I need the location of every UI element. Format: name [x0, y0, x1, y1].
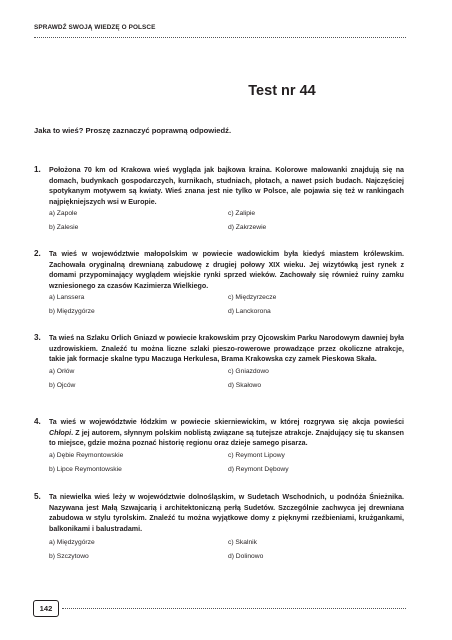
question-text: Ta niewielka wieś leży w województwie dolnośląskim, w Sudetach Wschodnich, u podnóża Śnieżnika. Nazywana jest Małą Szwajcarią i architektoniczną perłą Sudetów. Szczególnie zachwyca jej drewniana zabudowa w stylu tyrolskim. Znaleźć tu można wyjątkowe domy z pięknymi rzeźbieniami, krużgankami, balkonikami i balustradami. — [49, 493, 404, 533]
option-a[interactable]: a) Zapole — [49, 210, 78, 218]
option-b[interactable]: b) Międzygórze — [49, 308, 95, 316]
option-a[interactable]: a) Orłów — [49, 367, 75, 375]
question-2 — [34, 249, 404, 316]
footer-divider — [62, 608, 406, 609]
answer-options — [49, 451, 404, 474]
question-text-end: . Z jej autorem, słynnym polskim noblistą związane są tutejsze atrakcje. Znajdujący się tu skansen to miejsce, gdzie można poznać historię regionu oraz dzieje samego pisarza. — [49, 428, 404, 448]
question-number: 4. — [34, 417, 41, 426]
question-text: Położona 70 km od Krakowa wieś wygląda jak bajkowa kraina. Kolorowe malowanki znajdują się na domach, budynkach gospodarczych, kurnikach, studniach, płotach, a nawet psich budach. Najczęściej spotykanym motywem są kwiaty. Wieś znana jest nie tylko w Polsce, ale pojawia się też w rankingach najpiękniejszych wsi w Europie. — [49, 166, 404, 206]
question-text — [49, 417, 404, 449]
answer-options — [49, 538, 404, 561]
question-4 — [34, 417, 404, 474]
option-c[interactable]: c) Skalnik — [228, 539, 257, 547]
option-c[interactable]: c) Reymont Lipowy — [228, 451, 285, 459]
option-d[interactable]: d) Reymont Dębowy — [228, 465, 289, 473]
question-number: 1. — [34, 165, 41, 174]
option-a[interactable]: a) Lanssera — [49, 294, 85, 302]
option-d[interactable]: d) Zakrzewie — [228, 224, 267, 232]
option-c[interactable]: c) Międzyrzecze — [228, 294, 277, 302]
question-number: 5. — [34, 492, 41, 501]
question-3 — [34, 333, 404, 390]
answer-options — [49, 293, 404, 316]
option-a[interactable]: a) Międzygórze — [49, 539, 95, 547]
option-b[interactable]: b) Lipce Reymontowskie — [49, 465, 122, 473]
question-text: Ta wieś w województwie małopolskim w powiecie wadowickim była kiedyś miastem królewskim. Zachowała oryginalną drewnianą zabudowę z drugiej połowy XIX wieku. Jej wizytówką jest rynek z domami przypominający wyglądem wiejskie rynki sprzed wieków. Zachowały się również ruiny zamku wzniesionego za czasów Kazimierza Wielkiego. — [49, 250, 404, 290]
answer-options — [49, 367, 404, 390]
section-header: SPRAWDŹ SWOJĄ WIEDZĘ O POLSCE — [34, 24, 156, 31]
question-text: Ta wieś na Szlaku Orlich Gniazd w powiecie krakowskim przy Ojcowskim Parku Narodowym dawniej była uzdrowiskiem. Znaleźć tu można liczne szlaki pieszo-rowerowe prowadzące przez okoliczne atrakcje, takie jak formacje skalne typu Maczuga Herkulesa, Brama Krakowska czy zamek Pieskowa Skała. — [49, 334, 404, 364]
header-divider — [34, 37, 406, 38]
book-title: Chłopi — [49, 428, 72, 437]
option-c[interactable]: c) Zalipie — [228, 210, 256, 218]
question-5 — [34, 492, 404, 561]
question-number: 2. — [34, 249, 41, 258]
option-d[interactable]: d) Lanckorona — [228, 308, 271, 316]
option-b[interactable]: b) Ojców — [49, 381, 76, 389]
answer-options — [49, 209, 404, 232]
option-d[interactable]: d) Dolinowo — [228, 553, 264, 561]
question-1 — [34, 165, 404, 232]
page-title: Test nr 44 — [248, 83, 316, 99]
question-number: 3. — [34, 333, 41, 342]
instruction: Jaka to wieś? Proszę zaznaczyć poprawną odpowiedź. — [34, 126, 232, 135]
option-c[interactable]: c) Gniazdowo — [228, 367, 269, 375]
option-d[interactable]: d) Skałowo — [228, 381, 262, 389]
question-text-start: Ta wieś w województwie łódzkim w powiecie skierniewickim, w której rozgrywa się akcja powieści — [49, 418, 404, 426]
option-a[interactable]: a) Dębie Reymontowskie — [49, 451, 124, 459]
option-b[interactable]: b) Szczytowo — [49, 553, 89, 561]
page-number: 142 — [33, 600, 59, 617]
option-b[interactable]: b) Zalesie — [49, 224, 79, 232]
